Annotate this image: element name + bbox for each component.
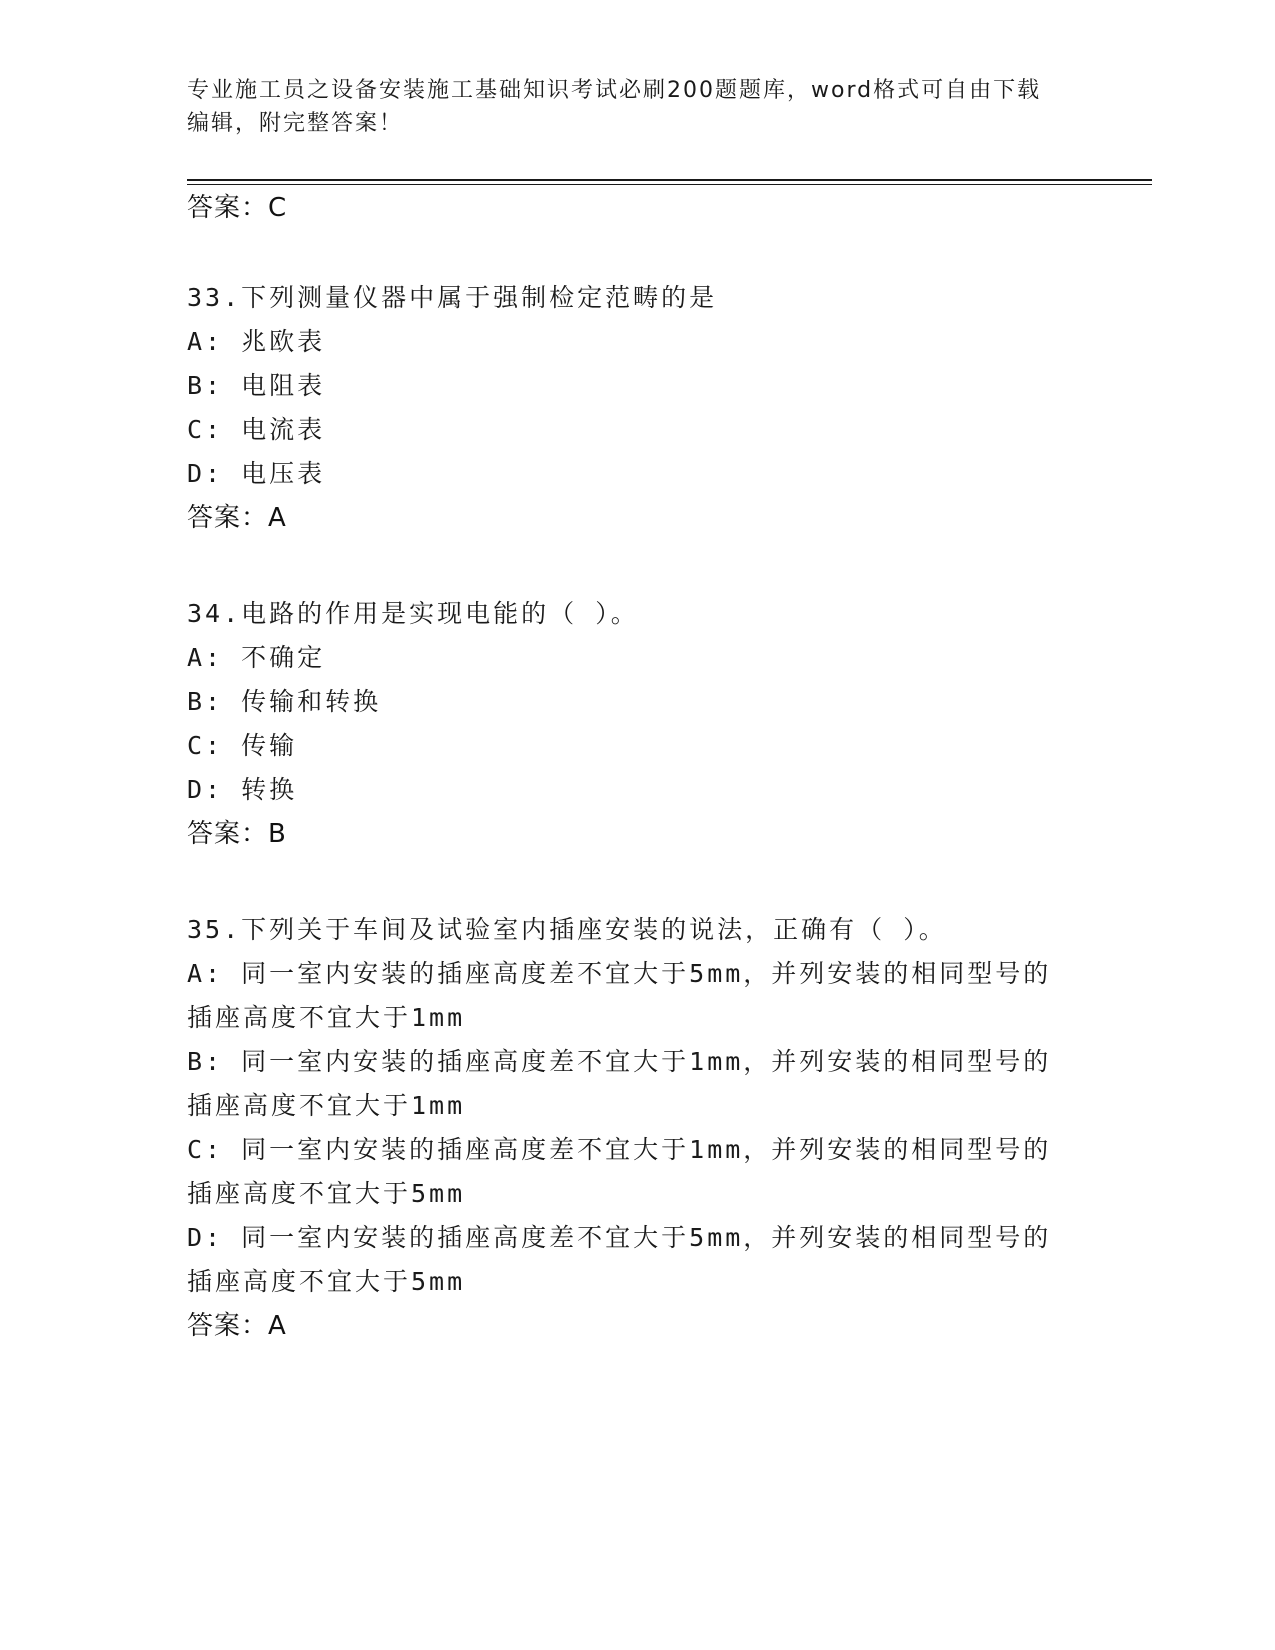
question-35-option-c-line1: C: 同一室内安装的插座高度差不宜大于1mm，并列安装的相同型号的 <box>187 1135 1052 1164</box>
question-35-option-b-line1: B: 同一室内安装的插座高度差不宜大于1mm，并列安装的相同型号的 <box>187 1047 1052 1076</box>
question-33-option-a: A: 兆欧表 <box>187 327 326 356</box>
question-34-option-c: C: 传输 <box>187 731 298 760</box>
question-35-option-b-line2: 插座高度不宜大于1mm <box>187 1091 466 1120</box>
question-35-option-c-line2: 插座高度不宜大于5mm <box>187 1179 466 1208</box>
question-35-option-a-line2: 插座高度不宜大于1mm <box>187 1003 466 1032</box>
question-33-option-c: C: 电流表 <box>187 415 326 444</box>
question-33-stem: 33.下列测量仪器中属于强制检定范畴的是 <box>187 283 718 312</box>
header-line-1: 专业施工员之设备安装施工基础知识考试必刷200题题库，word格式可自由下载 <box>187 78 1042 103</box>
header-divider-thick <box>187 179 1152 181</box>
previous-answer: 答案：C <box>187 193 288 223</box>
question-35-option-d-line2: 插座高度不宜大于5mm <box>187 1267 466 1296</box>
header-divider-thin <box>187 184 1152 185</box>
question-33-option-b: B: 电阻表 <box>187 371 326 400</box>
question-35-stem: 35.下列关于车间及试验室内插座安装的说法，正确有（ ）。 <box>187 915 947 944</box>
document-header <box>187 74 1077 140</box>
question-35-option-a-line1: A: 同一室内安装的插座高度差不宜大于5mm，并列安装的相同型号的 <box>187 959 1052 988</box>
question-33-answer: 答案：A <box>187 503 287 533</box>
question-35-answer: 答案：A <box>187 1311 287 1341</box>
question-34-option-a: A: 不确定 <box>187 643 326 672</box>
question-34-answer: 答案：B <box>187 819 287 849</box>
question-34-option-d: D: 转换 <box>187 775 298 804</box>
question-33-option-d: D: 电压表 <box>187 459 326 488</box>
question-34-stem: 34.电路的作用是实现电能的（ ）。 <box>187 599 639 628</box>
question-34-option-b: B: 传输和转换 <box>187 687 382 716</box>
question-35-option-d-line1: D: 同一室内安装的插座高度差不宜大于5mm，并列安装的相同型号的 <box>187 1223 1052 1252</box>
header-line-2: 编辑，附完整答案！ <box>187 111 404 136</box>
